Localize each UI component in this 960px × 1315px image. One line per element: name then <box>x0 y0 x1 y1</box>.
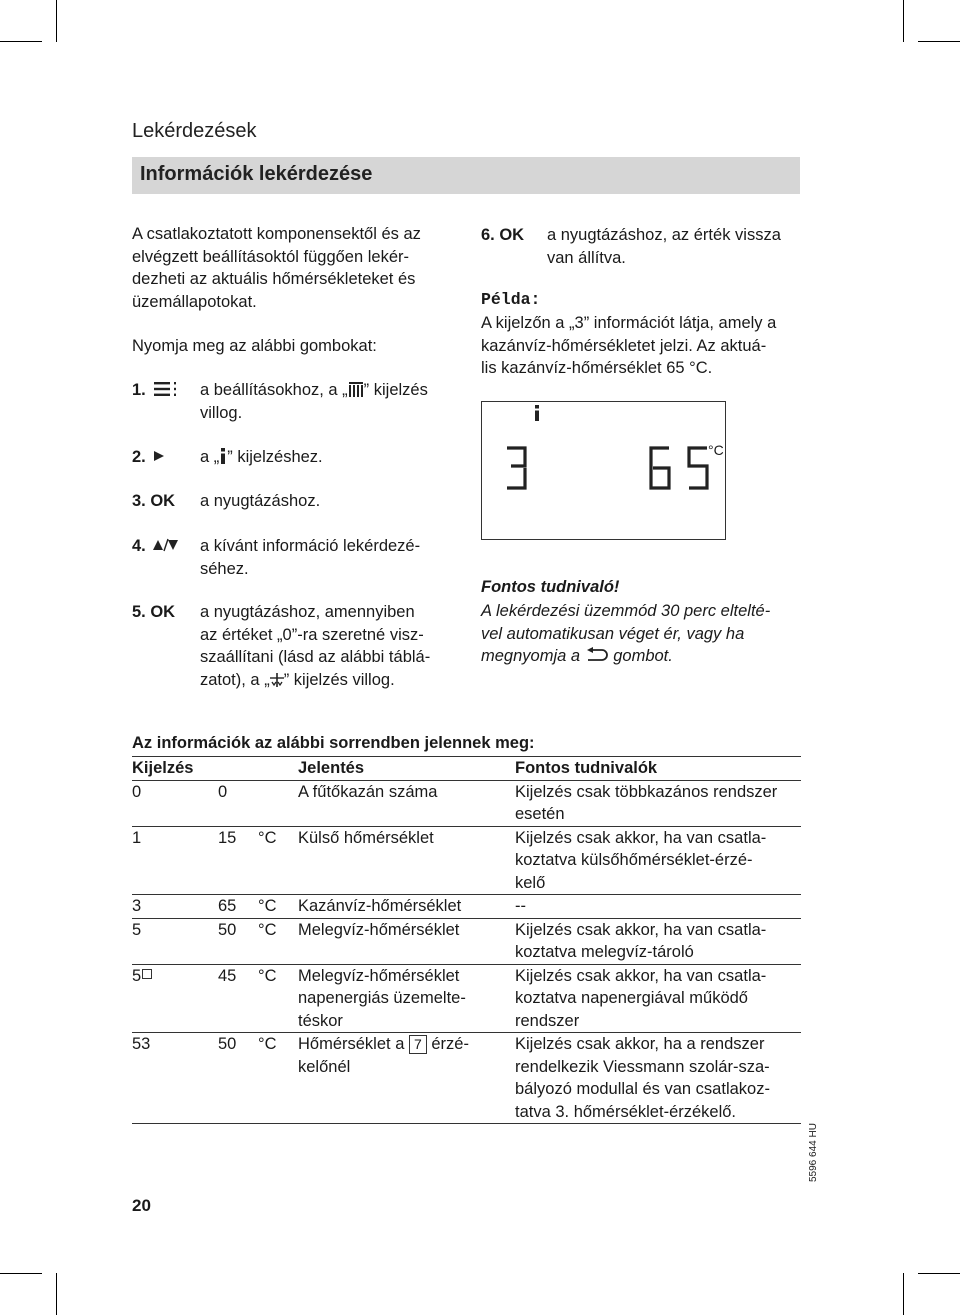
intro-line: elvégzett beállításoktól függően lekér- <box>132 247 410 266</box>
intro-line: A csatlakoztatott komponensektől és az <box>132 225 421 243</box>
step-text: a „ <box>200 448 220 466</box>
step-text: ” kijelzéshez. <box>227 448 323 466</box>
step-number: 2. <box>132 446 165 469</box>
step-text: ” kijelzés villog. <box>283 670 395 689</box>
cell-notes: -- <box>515 895 801 919</box>
intro-line: üzemállapotokat. <box>132 292 257 311</box>
note-line: megnyomja a <box>481 647 585 665</box>
crop-mark <box>0 41 42 42</box>
lcd-digit-info-number <box>505 446 527 490</box>
cell-notes: Kijelzés csak akkor, ha van csatla- koztatva külsőhőmérséklet-érzé- kelő <box>515 826 801 895</box>
square-symbol-icon <box>142 969 152 979</box>
cell-meaning: Hőmérséklet a 7 érzé- kelőnél <box>298 1033 515 1124</box>
note-body <box>481 600 801 668</box>
step-text: az értéket „0”-ra szeretné visz- <box>200 625 424 644</box>
column-header: Jelentés <box>298 757 515 781</box>
note-line: gombot. <box>608 647 673 665</box>
example-label: Példa: <box>481 290 541 309</box>
cell-value: 0 <box>218 780 258 826</box>
note-title: Fontos tudnivaló! <box>481 578 620 596</box>
cell-meaning: Külső hőmérséklet <box>298 826 515 895</box>
title-bar <box>132 157 800 194</box>
cell-code: 5 <box>132 918 218 964</box>
cell-unit <box>258 780 298 826</box>
note-line: A lekérdezési üzemmód 30 perc eltelté- <box>481 602 771 620</box>
cell-unit: °C <box>258 918 298 964</box>
step-number: 1. <box>132 379 178 402</box>
step-text: a kívánt információ lekérdezé- <box>200 537 421 555</box>
example-line: A kijelzőn a „3” információt látja, amely a <box>481 314 777 332</box>
step-text: a beállításokhoz, a „ <box>200 381 348 399</box>
sensor-number-box: 7 <box>409 1035 427 1054</box>
cell-value: 50 <box>218 918 258 964</box>
example-line: lis kazánvíz-hőmérséklet 65 °C. <box>481 359 713 377</box>
table-row <box>132 895 801 919</box>
table-row <box>132 780 801 826</box>
step-number: 3. OK <box>132 492 176 510</box>
info-table <box>132 756 801 1124</box>
cell-meaning: Melegvíz-hőmérséklet <box>298 918 515 964</box>
menu-icon <box>154 381 178 397</box>
cell-notes: Kijelzés csak akkor, ha van csatla- koztatva napenergiával működő rendszer <box>515 964 801 1033</box>
step-number: 5. OK <box>132 603 176 621</box>
cell-value: 15 <box>218 826 258 895</box>
cell-unit: °C <box>258 1033 298 1124</box>
crop-mark <box>918 1273 960 1274</box>
example-line: kazánvíz-hőmérsékletet jelzi. Az aktuá- <box>481 336 767 355</box>
step-text: ” kijelzés <box>363 381 428 399</box>
intro-text <box>132 223 462 313</box>
lcd-digit-value <box>649 446 711 490</box>
table-caption: Az információk az alábbi sorrendben jelennek meg: <box>132 734 535 752</box>
page-number: 20 <box>132 1196 151 1215</box>
cell-meaning: Kazánvíz-hőmérséklet <box>298 895 515 919</box>
step-text: van állítva. <box>547 248 626 267</box>
cell-code: 1 <box>132 826 218 895</box>
step-text: a nyugtázáshoz, amennyiben <box>200 603 415 621</box>
crop-mark <box>918 41 960 42</box>
cell-code: 53 <box>132 1033 218 1124</box>
step-text: szaállítani (lásd az alábbi táblá- <box>200 648 431 666</box>
arrow-right-icon <box>153 450 165 462</box>
reset-icon <box>270 673 284 687</box>
cell-meaning: A fűtőkazán száma <box>298 780 515 826</box>
cell-code: 0 <box>132 780 218 826</box>
table-header-row <box>132 757 801 781</box>
crop-mark <box>56 0 57 42</box>
info-icon <box>533 405 541 421</box>
up-down-arrows-icon <box>152 538 178 552</box>
cell-unit: °C <box>258 895 298 919</box>
lcd-display <box>481 401 726 540</box>
crop-mark <box>56 1273 57 1315</box>
cell-code: 3 <box>132 895 218 919</box>
document-number: 5596 644 HU <box>808 1123 819 1182</box>
cell-notes: Kijelzés csak akkor, ha van csatla- koztatva melegvíz-tároló <box>515 918 801 964</box>
cell-code: 5 <box>132 964 218 1033</box>
step-number: 6. OK <box>481 226 525 244</box>
table-row <box>132 826 801 895</box>
column-header: Fontos tudnivalók <box>515 757 801 781</box>
crop-mark <box>903 0 904 42</box>
column-header: Kijelzés <box>132 757 298 781</box>
back-arrow-icon <box>585 647 609 663</box>
crop-mark <box>903 1273 904 1315</box>
section-title: Lekérdezések <box>132 120 257 142</box>
step-text: séhez. <box>200 559 249 578</box>
cell-unit: °C <box>258 826 298 895</box>
lcd-unit: °C <box>708 442 724 458</box>
step-text: villog. <box>200 403 243 422</box>
cell-meaning: Melegvíz-hőmérséklet napenergiás üzemelte- téskor <box>298 964 515 1033</box>
settings-bars-icon <box>348 382 364 397</box>
example-text <box>481 312 811 380</box>
cell-value: 45 <box>218 964 258 1033</box>
crop-mark <box>0 1273 42 1274</box>
note-line: vel automatikusan véget ér, vagy ha <box>481 624 745 643</box>
intro-line: dezheti az aktuális hőmérsékleteket és <box>132 270 416 288</box>
cell-notes: Kijelzés csak akkor, ha a rendszer rendelkezik Viessmann szolár-sza- bályozó modullal és van csatlakoz- tatva 3. hőmérséklet-érzékelő. <box>515 1033 801 1124</box>
cell-value: 50 <box>218 1033 258 1124</box>
cell-unit: °C <box>258 964 298 1033</box>
table-row <box>132 918 801 964</box>
table-row <box>132 964 801 1033</box>
cell-notes: Kijelzés csak többkazános rendszer esetén <box>515 780 801 826</box>
table-row <box>132 1033 801 1124</box>
press-instruction: Nyomja meg az alábbi gombokat: <box>132 337 377 355</box>
page-title: Információk lekérdezése <box>140 163 373 185</box>
step-number: 4. <box>132 535 178 558</box>
step-text: a nyugtázáshoz. <box>200 492 321 510</box>
cell-value: 65 <box>218 895 258 919</box>
step-text: zatot), a „ <box>200 670 270 689</box>
step-text: a nyugtázáshoz, az érték vissza <box>547 226 781 244</box>
